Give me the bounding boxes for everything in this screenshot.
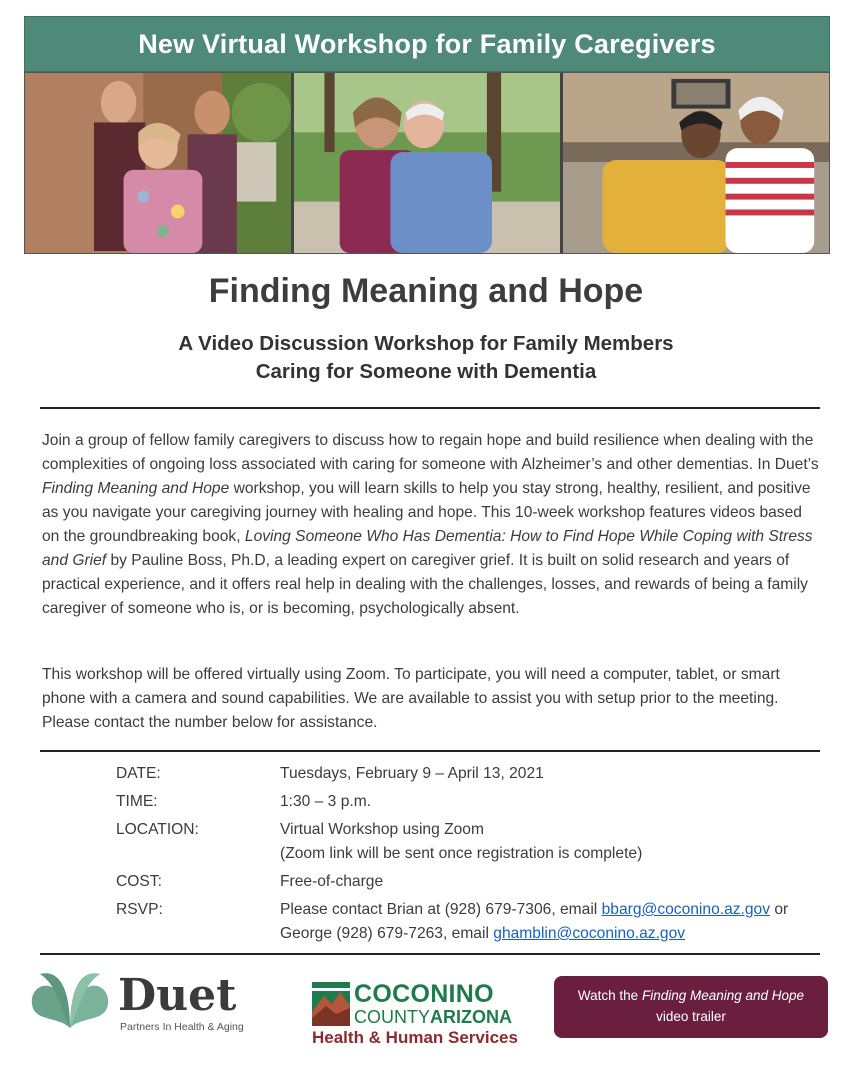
rsvp-label: RSVP: — [116, 901, 163, 918]
email-link-brian[interactable]: bbarg@coconino.az.gov — [601, 901, 771, 918]
state-text: ARIZONA — [430, 1007, 512, 1027]
page-subtitle — [0, 330, 852, 386]
intro-workshop-title: Finding Meaning and Hope — [42, 480, 230, 497]
cost-label: COST: — [116, 873, 162, 890]
detail-row-location — [116, 818, 836, 866]
subtitle-line-1: A Video Discussion Workshop for Family Members — [178, 332, 674, 355]
duet-logo — [30, 968, 260, 1040]
photo-two-women-couch — [563, 73, 829, 253]
location-value — [280, 818, 836, 866]
subtitle-line-2: Caring for Someone with Dementia — [255, 360, 597, 383]
virtual-paragraph: This workshop will be offered virtually using Zoom. To participate, you will need a computer, tablet, or smart phone with a camera and sound capabilities. We are available to assist you with setup prior to the meeting. Please contact the number below for assistance. — [42, 666, 780, 731]
detail-row-cost — [116, 870, 836, 894]
intro-paragraph — [42, 429, 822, 621]
top-banner — [24, 16, 830, 72]
time-value: 1:30 – 3 p.m. — [280, 793, 372, 810]
coconino-hhs: Health & Human Services — [312, 1028, 518, 1047]
intro-text-1: Join a group of fellow family caregivers to discuss how to regain hope and build resilience when dealing with the complexities of ongoing loss associated with caring for someone with Alzheimer’s and other dementias. In Duet’s — [42, 432, 819, 473]
date-label: DATE: — [116, 765, 161, 782]
county-text: COUNTY — [354, 1007, 430, 1027]
mountain-icon — [312, 982, 350, 1026]
location-line-1: Virtual Workshop using Zoom — [280, 821, 484, 838]
coconino-county — [354, 1007, 512, 1028]
rsvp-text-brian: Please contact Brian at (928) 679-7306, email — [280, 901, 598, 918]
rsvp-text-george: George (928) 679-7263, email — [280, 925, 489, 942]
intro-text-3: by Pauline Boss, Ph.D, a leading expert on caregiver grief. It is built on solid research and years of practical experience, and it offers real help in dealing with the challenges, losses, and rewards of being a family caregiver of someone who is, or is becoming, psychologically absent. — [42, 552, 808, 617]
detail-row-rsvp — [116, 898, 836, 946]
detail-row-date — [116, 762, 836, 786]
coconino-logo — [312, 978, 518, 1050]
trailer-line-1 — [554, 985, 828, 1006]
photo-strip — [24, 72, 830, 254]
date-value: Tuesdays, February 9 – April 13, 2021 — [280, 765, 544, 782]
time-label: TIME: — [116, 793, 158, 810]
trailer-suffix: video trailer — [656, 1009, 726, 1024]
photo-family-group — [25, 73, 291, 253]
coconino-wordmark: COCONINO — [354, 980, 494, 1008]
detail-row-time — [116, 790, 836, 814]
rsvp-or: or — [774, 901, 789, 918]
intro-text-2: workshop, you will learn skills to help you stay strong, healthy, resilient, and positive as you navigate your caregiving journey with healing and hope. This 10-week workshop features videos based on the groundbreaking book, — [42, 480, 811, 545]
divider-middle — [40, 750, 820, 752]
banner-text: New Virtual Workshop for Family Caregivers — [138, 28, 716, 59]
watch-trailer-button[interactable] — [554, 976, 828, 1038]
divider-bottom — [40, 953, 820, 955]
photo-couple-park — [294, 73, 560, 253]
page-title: Finding Meaning and Hope — [208, 272, 644, 310]
trailer-title: Finding Meaning and Hope — [641, 988, 805, 1003]
trailer-prefix: Watch the — [577, 988, 639, 1003]
cost-value: Free-of-charge — [280, 873, 384, 890]
duet-tagline: Partners In Health & Aging — [120, 1021, 244, 1033]
butterfly-icon — [30, 968, 110, 1034]
rsvp-value — [280, 898, 836, 946]
email-link-george[interactable]: ghamblin@coconino.az.gov — [493, 925, 686, 942]
intro-book-title: Loving Someone Who Has Dementia: How to Find Hope While Coping with Stress and Grief — [42, 528, 813, 569]
location-line-2: (Zoom link will be sent once registration is complete) — [280, 845, 643, 862]
duet-wordmark: Duet — [118, 970, 237, 1021]
divider-top — [40, 407, 820, 409]
location-label: LOCATION: — [116, 821, 199, 838]
event-details — [116, 762, 836, 950]
